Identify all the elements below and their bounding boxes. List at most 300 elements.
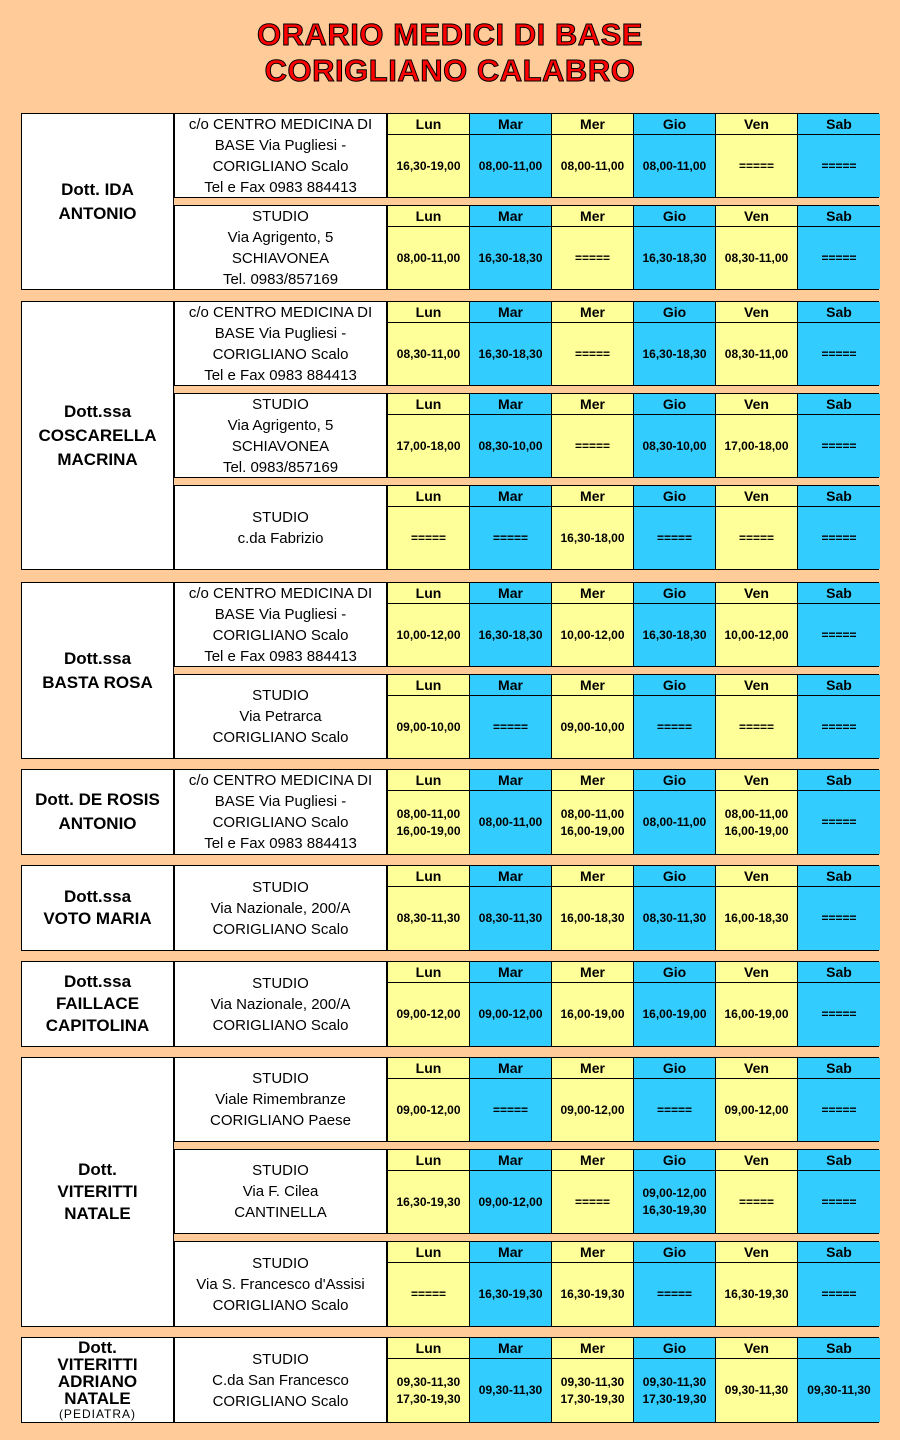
day-header-mer: Mer: [552, 962, 634, 983]
day-header-mer: Mer: [552, 1150, 634, 1171]
hours-value: 16,30-18,00: [560, 530, 625, 545]
hours-value: 16,00-18,30: [560, 911, 625, 925]
doctor-name-line: FAILLACE: [55, 994, 140, 1013]
day-header-gio: Gio: [634, 1150, 716, 1171]
hours-grid: [387, 582, 879, 667]
hours-cell-lun: [388, 1359, 470, 1422]
day-header-mar: Mar: [470, 675, 552, 696]
day-header-ven: Ven: [716, 206, 798, 227]
hours-cell-mer: [552, 1359, 634, 1422]
hours-value: 09,30-11,30: [560, 1374, 625, 1389]
hours-value: =====: [656, 1102, 693, 1117]
hours-grid: [387, 485, 879, 570]
day-header-gio: Gio: [634, 486, 716, 507]
hours-cell-lun: [388, 604, 470, 666]
hours-cell-ven: [716, 1079, 798, 1141]
hours-value: =====: [492, 530, 529, 545]
location-cell: [174, 582, 387, 667]
location-cell: [174, 1241, 387, 1327]
hours-cell-gio: [634, 1359, 716, 1422]
hours-value: 09,30-11,30: [642, 1374, 707, 1389]
hours-value: 10,00-12,00: [724, 627, 789, 642]
doctor-name-cell: [21, 769, 174, 855]
hours-cell-mar: [470, 507, 552, 569]
hours-value: 08,30-11,30: [642, 911, 707, 925]
doctor-name-line: VITERITTI: [57, 1182, 138, 1201]
hours-cell-mer: [552, 1263, 634, 1326]
doctor-name-line: MACRINA: [57, 449, 138, 469]
hours-cell-ven: [716, 791, 798, 854]
hours-grid: [387, 674, 879, 759]
hours-value: =====: [492, 1102, 529, 1117]
hours-cell-gio: [634, 507, 716, 569]
hours-cell-sab: [798, 415, 880, 477]
hours-value: =====: [821, 815, 857, 829]
hours-value: =====: [574, 1194, 611, 1209]
day-header-gio: Gio: [634, 866, 716, 887]
hours-value: 08,00-11,00: [478, 158, 543, 173]
hours-cell-mer: [552, 887, 634, 950]
hours-value: 17,30-19,30: [396, 1391, 461, 1406]
day-header-mar: Mar: [470, 394, 552, 415]
hours-cell-lun: [388, 791, 470, 854]
hours-cell-gio: [634, 983, 716, 1046]
hours-value: =====: [738, 158, 775, 173]
location-line: CORIGLIANO Scalo: [212, 920, 349, 938]
location-cell: [174, 1337, 387, 1423]
hours-value: 16,30-19,30: [724, 1287, 789, 1301]
hours-value: 17,00-18,00: [396, 438, 461, 453]
hours-value: =====: [821, 1102, 857, 1117]
doctor-name-line: ANTONIO: [58, 814, 137, 833]
day-header-sab: Sab: [798, 962, 880, 983]
day-header-mer: Mer: [552, 486, 634, 507]
doctor-name-line: NATALE: [64, 1204, 131, 1223]
day-header-mer: Mer: [552, 114, 634, 135]
hours-value: 08,00-11,00: [396, 250, 461, 265]
location-cell: [174, 1057, 387, 1142]
hours-value: 08,30-10,00: [642, 438, 707, 453]
hours-cell-gio: [634, 791, 716, 854]
day-header-sab: Sab: [798, 1058, 880, 1079]
hours-value: 09,00-10,00: [560, 719, 625, 734]
hours-cell-gio: [634, 135, 716, 197]
day-header-mer: Mer: [552, 866, 634, 887]
hours-value: 16,00-19,00: [396, 823, 461, 838]
day-header-lun: Lun: [388, 866, 470, 887]
hours-cell-sab: [798, 1171, 880, 1233]
hours-cell-lun: [388, 227, 470, 289]
day-header-mer: Mer: [552, 206, 634, 227]
hours-value: 08,00-11,00: [724, 806, 789, 821]
doctor-name-line: CAPITOLINA: [45, 1016, 150, 1035]
hours-value: 10,00-12,00: [560, 627, 625, 642]
hours-cell-ven: [716, 887, 798, 950]
location-line: SCHIAVONEA: [231, 437, 330, 455]
hours-cell-ven: [716, 696, 798, 758]
page-title-line-1: ORARIO MEDICI DI BASE: [257, 17, 643, 52]
hours-value: =====: [656, 530, 693, 545]
doctor-name-cell: [21, 1337, 174, 1423]
location-line: STUDIO: [252, 1350, 309, 1368]
hours-value: 08,30-11,30: [478, 911, 543, 925]
hours-value: 16,00-19,00: [724, 823, 789, 838]
hours-cell-mar: [470, 983, 552, 1046]
day-header-lun: Lun: [388, 394, 470, 415]
location-line: c/o CENTRO MEDICINA DI: [188, 115, 373, 133]
location-line: BASE Via Pugliesi -: [214, 793, 347, 810]
hours-value: 16,30-19,00: [396, 158, 461, 173]
location-line: CORIGLIANO Paese: [210, 1112, 351, 1129]
hours-cell-gio: [634, 415, 716, 477]
day-header-sab: Sab: [798, 770, 880, 791]
hours-value: 17,00-18,00: [724, 438, 789, 453]
day-header-mer: Mer: [552, 770, 634, 791]
hours-value: 08,00-11,00: [560, 158, 625, 173]
hours-value: =====: [821, 1007, 857, 1021]
hours-cell-mer: [552, 415, 634, 477]
day-header-mer: Mer: [552, 1338, 634, 1359]
day-header-mar: Mar: [470, 302, 552, 323]
day-header-mer: Mer: [552, 394, 634, 415]
hours-grid: [387, 1241, 879, 1327]
hours-cell-sab: [798, 507, 880, 569]
day-header-ven: Ven: [716, 1150, 798, 1171]
hours-cell-mar: [470, 415, 552, 477]
hours-value: 08,00-11,00: [642, 158, 707, 173]
hours-value: 16,00-19,00: [642, 1007, 707, 1021]
hours-cell-mar: [470, 696, 552, 758]
day-header-sab: Sab: [798, 206, 880, 227]
hours-grid: [387, 865, 879, 951]
day-header-lun: Lun: [388, 114, 470, 135]
doctor-name-line: COSCARELLA: [38, 425, 157, 445]
doctor-name-line: Dott.ssa: [63, 972, 132, 991]
day-header-mar: Mar: [470, 770, 552, 791]
doctor-name-line: Dott.ssa: [63, 401, 132, 421]
location-line: Tel e Fax 0983 884413: [204, 647, 357, 665]
hours-cell-lun: [388, 887, 470, 950]
location-line: Tel e Fax 0983 884413: [204, 366, 357, 384]
doctor-name-cell: [21, 582, 174, 759]
hours-cell-lun: [388, 507, 470, 569]
location-line: CORIGLIANO Scalo: [212, 157, 349, 175]
hours-value: 16,30-18,30: [478, 627, 543, 642]
day-header-ven: Ven: [716, 114, 798, 135]
hours-value: 16,30-18,30: [642, 346, 707, 361]
hours-cell-gio: [634, 227, 716, 289]
hours-value: 08,30-11,00: [724, 250, 789, 265]
hours-value: =====: [821, 250, 857, 265]
hours-value: 08,00-11,00: [478, 815, 543, 829]
hours-cell-sab: [798, 696, 880, 758]
hours-value: 09,30-11,30: [724, 1383, 789, 1397]
hours-value: 08,30-11,00: [724, 346, 789, 361]
doctor-name-line: Dott. IDA: [61, 179, 134, 199]
day-header-lun: Lun: [388, 1150, 470, 1171]
doctor-name-cell: [21, 113, 174, 290]
location-line: STUDIO: [252, 974, 309, 992]
location-cell: [174, 393, 387, 478]
day-header-mar: Mar: [470, 1150, 552, 1171]
day-header-lun: Lun: [388, 675, 470, 696]
location-cell: [174, 769, 387, 855]
hours-value: 09,00-10,00: [396, 719, 461, 734]
hours-value: 16,30-18,30: [642, 627, 707, 642]
doctor-name-line: Dott.: [78, 1338, 117, 1357]
hours-value: 17,30-19,30: [642, 1391, 707, 1406]
hours-cell-mer: [552, 791, 634, 854]
location-line: CORIGLIANO Scalo: [212, 1016, 349, 1034]
day-header-ven: Ven: [716, 675, 798, 696]
day-header-gio: Gio: [634, 962, 716, 983]
hours-cell-mer: [552, 1171, 634, 1233]
location-line: Via S. Francesco d'Assisi: [196, 1275, 365, 1293]
hours-cell-mar: [470, 1171, 552, 1233]
hours-cell-mar: [470, 791, 552, 854]
hours-value: =====: [738, 719, 775, 734]
hours-cell-mar: [470, 887, 552, 950]
hours-value: 09,00-12,00: [642, 1186, 707, 1200]
hours-cell-sab: [798, 323, 880, 385]
day-header-mer: Mer: [552, 1058, 634, 1079]
location-cell: [174, 961, 387, 1047]
day-header-lun: Lun: [388, 302, 470, 323]
location-line: Via Nazionale, 200/A: [210, 995, 351, 1013]
hours-value: 16,30-18,30: [478, 346, 543, 361]
doctor-name-cell: [21, 301, 174, 570]
hours-cell-ven: [716, 1359, 798, 1422]
location-line: Tel. 0983/857169: [222, 270, 339, 288]
location-line: SCHIAVONEA: [231, 249, 330, 267]
location-line: CORIGLIANO Scalo: [212, 1392, 349, 1410]
hours-value: 09,00-12,00: [560, 1102, 625, 1117]
location-line: STUDIO: [252, 1162, 309, 1179]
location-line: BASE Via Pugliesi -: [214, 136, 347, 154]
hours-value: 08,00-11,00: [642, 815, 707, 829]
doctor-name-line: VOTO MARIA: [43, 909, 152, 928]
day-header-mar: Mar: [470, 486, 552, 507]
hours-cell-gio: [634, 1079, 716, 1141]
hours-cell-gio: [634, 1263, 716, 1326]
hours-grid: [387, 769, 879, 855]
doctor-specialty-note: (PEDIATRA): [58, 1407, 137, 1421]
day-header-ven: Ven: [716, 302, 798, 323]
hours-cell-ven: [716, 227, 798, 289]
hours-value: 16,00-19,00: [560, 823, 625, 838]
hours-cell-mar: [470, 323, 552, 385]
hours-cell-ven: [716, 323, 798, 385]
location-line: Via Agrigento, 5: [227, 416, 334, 434]
location-line: CORIGLIANO Scalo: [212, 1296, 349, 1314]
hours-value: =====: [492, 719, 529, 734]
location-line: Tel e Fax 0983 884413: [204, 835, 357, 852]
doctor-name-cell: [21, 961, 174, 1047]
location-cell: [174, 113, 387, 198]
location-line: CORIGLIANO Scalo: [212, 729, 349, 746]
day-header-lun: Lun: [388, 583, 470, 604]
location-line: CORIGLIANO Scalo: [212, 345, 349, 363]
day-header-ven: Ven: [716, 866, 798, 887]
day-header-sab: Sab: [798, 583, 880, 604]
hours-cell-ven: [716, 983, 798, 1046]
day-header-sab: Sab: [798, 675, 880, 696]
location-line: c/o CENTRO MEDICINA DI: [188, 772, 373, 789]
location-cell: [174, 1149, 387, 1234]
day-header-mar: Mar: [470, 962, 552, 983]
hours-value: =====: [410, 530, 447, 545]
hours-value: =====: [821, 627, 857, 642]
day-header-mar: Mar: [470, 1058, 552, 1079]
doctor-name-cell: [21, 1057, 174, 1327]
day-header-sab: Sab: [798, 1150, 880, 1171]
hours-cell-lun: [388, 983, 470, 1046]
page-title-line-2: CORIGLIANO CALABRO: [264, 53, 636, 88]
location-line: Tel e Fax 0983 884413: [204, 178, 357, 196]
day-header-sab: Sab: [798, 866, 880, 887]
day-header-gio: Gio: [634, 394, 716, 415]
day-header-mar: Mar: [470, 866, 552, 887]
hours-value: =====: [821, 1287, 857, 1301]
location-line: c/o CENTRO MEDICINA DI: [188, 584, 373, 602]
day-header-ven: Ven: [716, 1058, 798, 1079]
hours-cell-sab: [798, 135, 880, 197]
day-header-ven: Ven: [716, 770, 798, 791]
hours-value: =====: [821, 438, 857, 453]
location-line: BASE Via Pugliesi -: [214, 605, 347, 623]
day-header-gio: Gio: [634, 1242, 716, 1263]
hours-value: 09,30-11,30: [396, 1374, 461, 1389]
hours-value: 08,30-11,30: [396, 911, 461, 925]
hours-grid: [387, 1149, 879, 1234]
location-line: STUDIO: [252, 1070, 309, 1087]
day-header-mar: Mar: [470, 1338, 552, 1359]
hours-value: =====: [821, 911, 857, 925]
location-line: Viale Rimembranze: [215, 1091, 346, 1108]
day-header-ven: Ven: [716, 1338, 798, 1359]
hours-cell-ven: [716, 604, 798, 666]
day-header-sab: Sab: [798, 394, 880, 415]
hours-value: 08,00-11,00: [396, 806, 461, 821]
location-line: C.da San Francesco: [212, 1371, 349, 1389]
location-line: STUDIO: [252, 878, 309, 896]
day-header-ven: Ven: [716, 394, 798, 415]
hours-value: 09,30-11,30: [807, 1383, 871, 1397]
hours-value: =====: [738, 530, 775, 545]
day-header-mar: Mar: [470, 1242, 552, 1263]
hours-cell-gio: [634, 887, 716, 950]
hours-cell-gio: [634, 604, 716, 666]
doctor-name-line: ADRIANO: [57, 1372, 138, 1391]
hours-cell-sab: [798, 1079, 880, 1141]
hours-cell-sab: [798, 1359, 880, 1422]
hours-value: 08,30-11,00: [396, 346, 461, 361]
hours-value: 09,00-12,00: [724, 1102, 789, 1117]
location-cell: [174, 865, 387, 951]
hours-grid: [387, 1057, 879, 1142]
location-line: c.da Fabrizio: [237, 529, 324, 547]
location-cell: [174, 301, 387, 386]
day-header-gio: Gio: [634, 675, 716, 696]
doctor-name-cell: [21, 865, 174, 951]
day-header-gio: Gio: [634, 1058, 716, 1079]
day-header-mer: Mer: [552, 675, 634, 696]
hours-cell-mer: [552, 1079, 634, 1141]
doctor-name-line: Dott.ssa: [63, 648, 132, 668]
day-header-mer: Mer: [552, 302, 634, 323]
day-header-gio: Gio: [634, 770, 716, 791]
hours-value: 17,30-19,30: [560, 1391, 625, 1406]
doctor-name-line: BASTA ROSA: [42, 672, 153, 692]
day-header-ven: Ven: [716, 962, 798, 983]
hours-value: 08,00-11,00: [560, 806, 625, 821]
hours-value: =====: [821, 1194, 857, 1209]
hours-value: =====: [574, 438, 611, 453]
hours-cell-gio: [634, 323, 716, 385]
doctor-name-line: Dott.: [78, 1160, 117, 1179]
location-cell: [174, 674, 387, 759]
hours-grid: [387, 961, 879, 1047]
hours-value: 16,00-18,30: [724, 911, 789, 925]
day-header-gio: Gio: [634, 302, 716, 323]
doctor-name-line: Dott. DE ROSIS: [35, 790, 160, 809]
location-line: CORIGLIANO Scalo: [212, 626, 349, 644]
hours-cell-lun: [388, 415, 470, 477]
day-header-lun: Lun: [388, 1242, 470, 1263]
day-header-mer: Mer: [552, 1242, 634, 1263]
doctor-name-line: ANTONIO: [58, 203, 137, 223]
hours-value: 16,30-19,30: [396, 1194, 461, 1209]
hours-value: 16,00-19,00: [560, 1007, 625, 1021]
hours-cell-sab: [798, 604, 880, 666]
hours-cell-lun: [388, 1079, 470, 1141]
day-header-gio: Gio: [634, 583, 716, 604]
hours-cell-sab: [798, 983, 880, 1046]
hours-cell-gio: [634, 696, 716, 758]
hours-cell-ven: [716, 507, 798, 569]
day-header-sab: Sab: [798, 1338, 880, 1359]
hours-value: =====: [738, 1194, 775, 1209]
hours-value: 09,00-12,00: [478, 1194, 543, 1209]
day-header-gio: Gio: [634, 114, 716, 135]
hours-cell-mer: [552, 507, 634, 569]
doctor-name-line: Dott.ssa: [63, 887, 132, 906]
location-line: BASE Via Pugliesi -: [214, 324, 347, 342]
hours-value: 09,00-12,00: [396, 1102, 461, 1117]
hours-cell-mar: [470, 1263, 552, 1326]
hours-value: =====: [410, 1287, 447, 1301]
hours-grid: [387, 113, 879, 198]
hours-value: 09,00-12,00: [478, 1007, 543, 1021]
location-line: STUDIO: [252, 1254, 309, 1272]
location-line: CORIGLIANO Scalo: [212, 814, 349, 831]
hours-cell-mer: [552, 323, 634, 385]
location-line: Via F. Cilea: [242, 1183, 319, 1200]
hours-cell-sab: [798, 1263, 880, 1326]
location-line: Tel. 0983/857169: [222, 458, 339, 476]
hours-value: =====: [574, 346, 611, 361]
day-header-ven: Ven: [716, 1242, 798, 1263]
day-header-sab: Sab: [798, 302, 880, 323]
doctor-name-line: NATALE: [64, 1389, 131, 1408]
day-header-sab: Sab: [798, 486, 880, 507]
location-line: Via Agrigento, 5: [227, 228, 334, 246]
hours-grid: [387, 205, 879, 290]
hours-value: =====: [574, 250, 611, 265]
hours-cell-mer: [552, 227, 634, 289]
hours-value: =====: [821, 530, 857, 545]
hours-value: =====: [821, 158, 857, 173]
